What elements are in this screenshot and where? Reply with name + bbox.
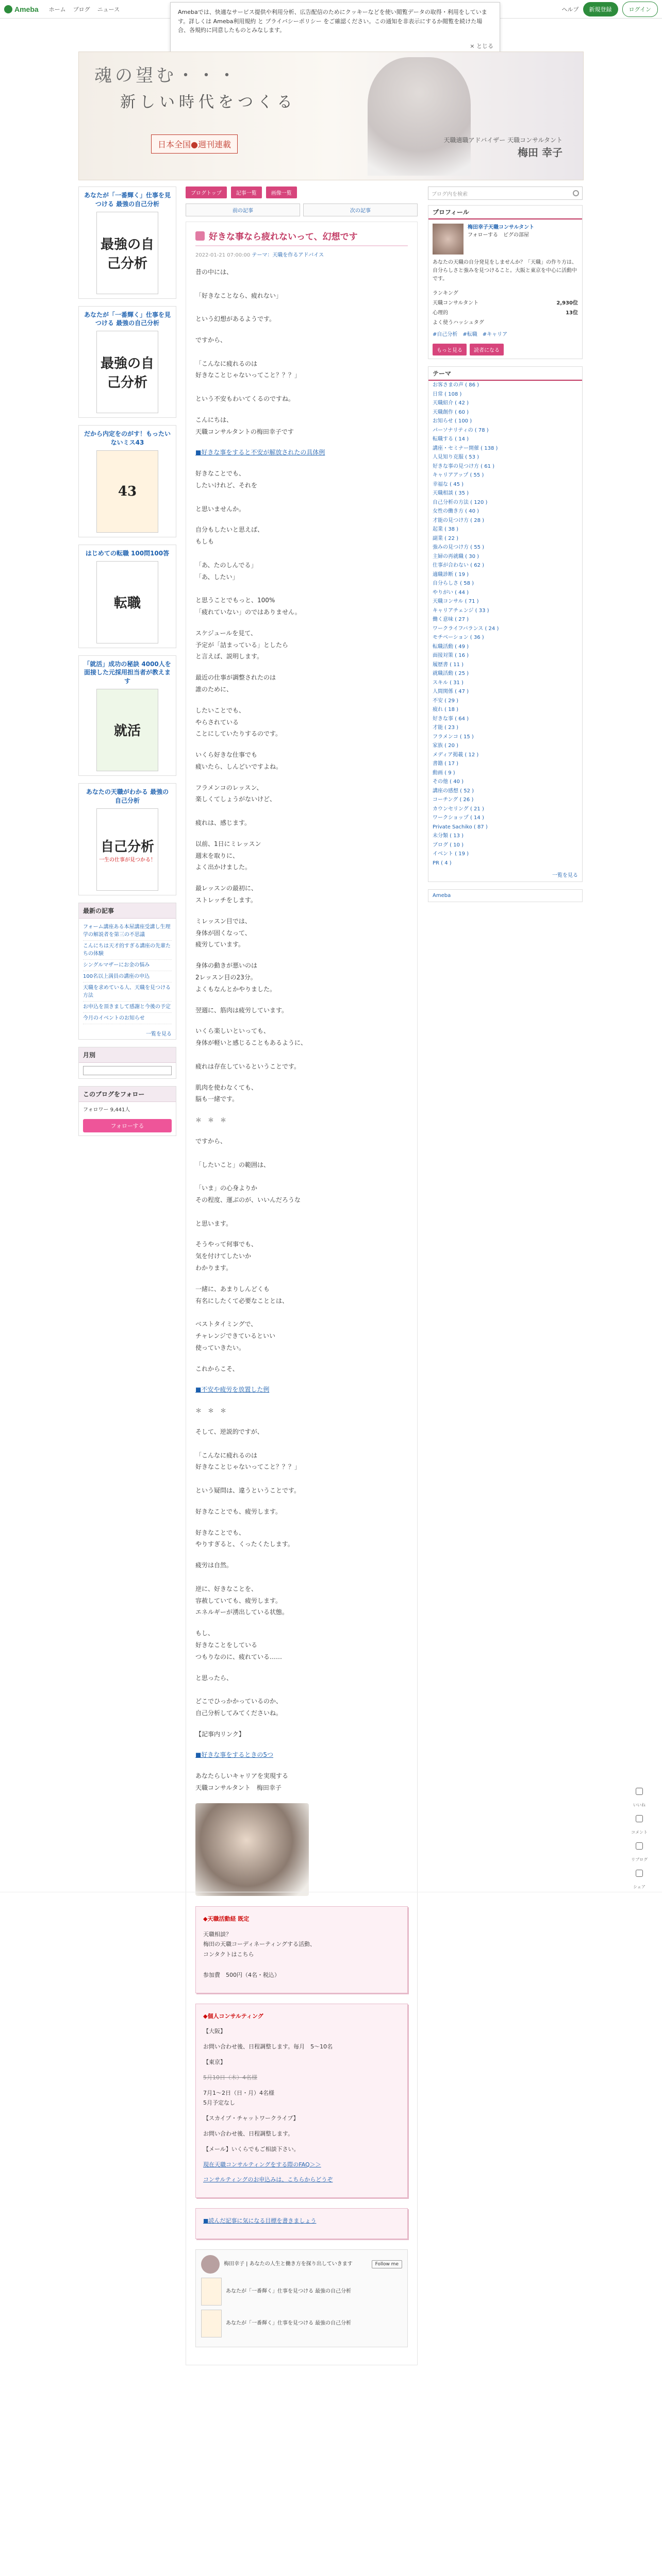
article-paragraph: 最レッスンの最初に、 ストレッチをします。 — [195, 885, 257, 904]
hashtag-label-row — [428, 317, 582, 327]
theme-item[interactable]: カウンセリング ( 21 ) — [433, 806, 484, 812]
theme-item[interactable]: 人見知り克服 ( 53 ) — [433, 454, 479, 460]
follower-count: フォロワー 9,441人 — [83, 1107, 130, 1113]
article-paragraph: 一緒に、あまりしんどくも 有名にしたくて必要なこととは、 ベストタイミングで、 チャレンジできているといい 使っていきたい。 — [195, 1285, 289, 1351]
reader-text: 梅田幸子 | あなたの人生と働き方を探り出していきます — [224, 2261, 353, 2267]
book-cover-title: 自己分析 — [100, 839, 154, 855]
theme-item[interactable]: 家族 ( 20 ) — [433, 743, 459, 749]
theme-item[interactable]: 天職コンサル ( 71 ) — [433, 599, 479, 604]
recent-entry[interactable]: シングルマザーにお金の悩み — [83, 960, 172, 971]
share-icon[interactable] — [636, 1870, 643, 1877]
theme-item[interactable]: 才能 ( 23 ) — [433, 725, 459, 731]
consulting-apply-link[interactable]: コンサルティングのお申込みは、こちらからどうぞ — [203, 2176, 333, 2183]
recent-entry[interactable]: フォーム講座ある本屋講座受講し生理学の解説者を第三の不思議 — [83, 922, 172, 941]
theme-heading: テーマ — [428, 367, 582, 381]
article-paragraph: ＊ ＊ ＊ — [195, 1407, 227, 1415]
article-icon — [195, 231, 205, 241]
article-paragraph: 好きなことでも、疲労します。 — [195, 1507, 282, 1515]
blog-tabs — [186, 187, 418, 198]
ad-title: だから内定をのがす！もったいないミス43 — [84, 430, 171, 446]
right-sidebar — [428, 187, 583, 909]
ad-title: はじめての転職 100問100答 — [85, 549, 170, 557]
recent-more-link[interactable]: 一覧を見る — [146, 1031, 172, 1037]
reblog-icon[interactable] — [636, 1842, 643, 1850]
consulting-p1: お問い合わせ後、日程調整します。毎月 5〜10名 — [203, 2043, 333, 2050]
ad-book-1[interactable] — [78, 187, 176, 299]
reblog-label: リブログ — [631, 1857, 648, 1862]
reader-text: あなたが「一番輝く」仕事を見つける 最強の自己分析 — [226, 2320, 352, 2327]
article-paragraph: ですから、 「したいこと」の範囲は、 「いま」の心身よりか その程度、運ぶのが、いいんだろうな と思います。 — [195, 1138, 301, 1227]
tab-entry-list[interactable]: 記事一覧 — [231, 187, 262, 198]
article-paragraph: 昔の中には、 「好きなことなら、疲れない」 という幻想があるようです。 — [195, 268, 283, 323]
theme-item[interactable]: その他 ( 40 ) — [433, 779, 464, 785]
article-paragraph: 疲労は自然。 逆に、好きなことを、 容赦していても、疲労します。 エネルギーが湧出している状態。 — [195, 1562, 289, 1616]
search-icon[interactable] — [573, 190, 579, 196]
book-cover-sub: 一生の仕事が見つかる！ — [99, 857, 156, 863]
ranking-label-row — [428, 287, 582, 297]
top-nav — [49, 5, 120, 13]
login-button[interactable]: ログイン — [622, 2, 658, 17]
prev-next-nav — [186, 204, 418, 216]
blog-search-input[interactable] — [428, 187, 583, 200]
theme-box — [428, 366, 583, 882]
consulting-p1-head: 【大阪】 — [203, 2028, 226, 2035]
book-cover-image — [96, 331, 158, 413]
article-paragraph: 【記事内リンク】 — [195, 1730, 245, 1738]
theme-item[interactable]: 動画 ( 9 ) — [433, 770, 455, 776]
consulting-p2-head: 【東京】 — [203, 2059, 226, 2066]
theme-item[interactable]: 不安 ( 29 ) — [433, 698, 459, 704]
theme-item[interactable]: 講座の感想 ( 52 ) — [433, 788, 474, 794]
help-link[interactable]: ヘルプ — [561, 6, 579, 13]
article-meta — [195, 250, 408, 258]
theme-item[interactable]: 日常 ( 108 ) — [433, 391, 462, 397]
top-bar-right — [562, 2, 658, 17]
book-cover-image — [96, 689, 158, 771]
recent-entries-list — [79, 919, 176, 1027]
theme-item[interactable]: 就職活動 ( 25 ) — [433, 671, 469, 676]
theme-item[interactable]: モチベーション ( 36 ) — [433, 635, 484, 640]
book-cover-title: 就活 — [113, 723, 141, 739]
header-banner[interactable] — [78, 52, 584, 180]
hashtag-list — [428, 327, 582, 341]
article-paragraph: ＊ ＊ ＊ — [195, 1116, 227, 1124]
profile-text — [468, 224, 534, 255]
theme-item[interactable]: お知らせ ( 100 ) — [433, 418, 472, 424]
article-paragraph: 好きなことでも、 したいけれど、それを と思いませんか。 — [195, 470, 258, 513]
article-paragraph: いくら楽しいといっても、 身体が軽いと感じることもあるように、 疲れは存在しているということです。 — [195, 1027, 307, 1070]
theme-list — [428, 381, 582, 868]
follow-box — [78, 1086, 176, 1136]
recent-entry[interactable]: 天職を求めている人、天職を見つける方法 — [83, 982, 172, 1002]
theme-item[interactable]: パーソナリティの ( 78 ) — [433, 427, 489, 433]
article — [186, 222, 418, 2365]
profile — [428, 219, 582, 259]
tab-image-list[interactable]: 画像一覧 — [266, 187, 297, 198]
theme-item[interactable]: 疲れ ( 18 ) — [433, 707, 459, 713]
profile-buttons — [428, 341, 582, 359]
consulting-info-box — [195, 2004, 408, 2198]
hashtag-link[interactable]: #自己分析 — [433, 332, 458, 337]
theme-item[interactable]: 転職活動 ( 49 ) — [433, 643, 469, 650]
ad-title: 「就活」成功の秘訣 4000人を面接した元採用担当者が教えます — [84, 660, 171, 685]
consulting-p2: 7月1〜2日（日・月）4名様 5月予定なし — [203, 2089, 274, 2107]
theme-item[interactable]: 仕事が合わない ( 62 ) — [433, 563, 485, 568]
article-paragraph: 肌肉を使わなくても、 脳も一緒です。 — [195, 1083, 258, 1103]
theme-item[interactable]: 主婦の再就職 ( 30 ) — [433, 553, 479, 560]
theme-item[interactable]: 講座・セミナー開催 ( 138 ) — [433, 445, 498, 451]
book-cover-title: 転職 — [113, 596, 141, 612]
ranking-row-label: 心理的 — [433, 310, 448, 316]
ranking-label: ランキング — [433, 291, 458, 296]
search-placeholder: ブログ内を検索 — [432, 191, 468, 197]
profile-sub: フォローする ピグの部屋 — [468, 232, 529, 238]
theme-item[interactable]: ワークライフバランス ( 24 ) — [433, 625, 499, 632]
ad-title: あなたが「一番輝く」仕事を見つける 最強の自己分析 — [84, 311, 171, 327]
article-link[interactable]: ■好きな事をするときの5つ — [195, 1751, 273, 1759]
recent-entry[interactable]: 今月のイベントのお知らせ — [83, 1013, 172, 1024]
seminar-body: 天職相談？ 梅田の天職コーディネーティングする活動、 コンタクトはこちら 参加費 500円（4名・税込） — [203, 1930, 316, 1978]
article-theme-link[interactable]: テーマ：天職を作るアドバイス — [252, 252, 324, 258]
follow-button[interactable]: フォローする — [83, 1119, 172, 1132]
prev-entry-link[interactable]: 前の記事 — [186, 204, 300, 216]
article-paragraph: ですから、 「こんなに疲れるのは 好きなことじゃないってこと？？？」 という不安もわいてくるのですね。 — [195, 336, 301, 402]
next-entry-link[interactable]: 次の記事 — [303, 204, 418, 216]
theme-item[interactable]: 自己分析の方法 ( 120 ) — [433, 499, 488, 505]
theme-item[interactable]: 適職診断 ( 19 ) — [433, 571, 469, 578]
article-title-text: 好きな事なら疲れないって、幻想です — [209, 232, 358, 242]
reader-register-button[interactable]: 読者になる — [470, 344, 504, 355]
author-photo — [195, 1803, 309, 1896]
ad-title: あなたが「一番輝く」仕事を見つける 最強の自己分析 — [84, 192, 171, 208]
ad-book-2[interactable] — [78, 306, 176, 418]
action-rail — [629, 1788, 650, 1890]
book-thumbnail — [201, 2278, 222, 2306]
archive-heading: 月別 — [79, 1047, 176, 1063]
theme-item[interactable]: 天職創作 ( 60 ) — [433, 409, 469, 415]
article-paragraph: フラメンコのレッスン、 楽しくてしょうがないけど、 疲れは、感じます。 — [195, 784, 276, 827]
reader-notice-box — [195, 2208, 408, 2239]
article-paragraph: そして、逆説的ですが、 「こんなに疲れるのは 好きなことじゃないってこと？？？」 という疑問は、違うということです。 — [195, 1428, 301, 1494]
reader-row[interactable] — [201, 2278, 402, 2306]
theme-item[interactable]: 自分らしさ ( 58 ) — [433, 581, 474, 586]
recent-entry[interactable]: 100名以上満員の講座の申込 — [83, 971, 172, 982]
article-paragraph: 自分もしたいと思えば、 もしも 「あ、たのしんでる」 「あ、したい」 と思うことでもっと、100% 「疲れていない」のではありません。 — [195, 526, 301, 616]
comment-icon[interactable] — [636, 1815, 643, 1822]
article-paragraph: 以前、1日にミレッスン 週末を取りに、 よく出かけました。 — [195, 840, 261, 871]
consulting-p3-head: 【スカイプ・チャットワークライブ】 — [203, 2115, 299, 2122]
theme-item[interactable]: コーチング ( 26 ) — [433, 797, 474, 803]
banner-author-sub: 天職適職アドバイザー 天職コンサルタント — [443, 137, 562, 144]
cookie-text: Amebaでは、快適なサービス提供や利用分析、広告配信のためにクッキーなどを使い閲覧データの取得・利用をしています。詳しくは Ameba利用規約 と プライバシーポリシー をご確認ください。この通知を非表示にするか閲覧を続けた場合、各規約に同意したものとみなします。 — [178, 9, 487, 34]
consulting-title: ◆個人コンサルティング — [203, 2012, 263, 2020]
register-button[interactable]: 新規登録 — [583, 2, 618, 16]
theme-item[interactable]: 天職紹介 ( 42 ) — [433, 400, 469, 406]
article-paragraph: 翌週に、筋肉は疲労しています。 — [195, 1006, 288, 1014]
article-paragraph: もし、 好きなことをしている つもりなのに、疲れている…… — [195, 1630, 283, 1660]
article-link[interactable]: ■好きな事をすると不安が解放されたの具体例 — [195, 449, 325, 456]
banner-line2: 新しい時代をつくる — [120, 93, 296, 111]
article-body — [195, 266, 408, 2347]
main-content — [186, 187, 418, 2365]
book-cover-image — [96, 561, 158, 643]
theme-item[interactable]: Private Sachiko ( 87 ) — [433, 824, 488, 830]
recent-entries-box — [78, 903, 176, 1040]
profile-description: あなたの天職の自分発見をしませんか？「天職」の作り方は、自分らしさと強みを見つけること。大阪と東京を中心に活動中です。 — [433, 260, 577, 282]
book-cover-title: 最強の自己分析 — [100, 356, 154, 391]
left-sidebar — [78, 187, 176, 1143]
themes-more-link[interactable]: 一覧を見る — [552, 873, 578, 878]
article-paragraph: これからこそ、 — [195, 1365, 239, 1372]
article-paragraph: と思ったら、 どこでひっかかっているのか、 自己分析してみてくださいね。 — [195, 1674, 283, 1717]
profile-more-button[interactable]: もっと見る — [433, 344, 467, 355]
ad-book-3[interactable] — [78, 425, 176, 537]
profile-box — [428, 205, 583, 359]
archive-box — [78, 1047, 176, 1079]
article-paragraph: ミレッスン目では、 身体が固くなって、 疲労しています。 — [195, 917, 251, 948]
profile-heading: プロフィール — [428, 206, 582, 219]
tab-blog-top[interactable]: ブログトップ — [186, 187, 227, 198]
reader-row — [201, 2255, 402, 2274]
banner-line1: 魂の望む・・・ — [94, 65, 239, 86]
ranking-row[interactable] — [428, 297, 582, 307]
top-nav-news[interactable]: ニュース — [97, 6, 120, 13]
consulting-p3: お問い合わせ後、日程調整します。 — [203, 2130, 294, 2138]
reader-box — [195, 2249, 408, 2347]
seminar-title: ◆天職活動経 既定 — [203, 1915, 250, 1922]
theme-item[interactable]: 女性の働き方 ( 40 ) — [433, 509, 479, 514]
ad-book-5[interactable] — [78, 655, 176, 776]
article-paragraph: したいことでも、 やらされている ことにしていたりするのです。 — [195, 706, 282, 738]
article-paragraph: 好きなことでも、 やりすぎると、くったくたします。 — [195, 1529, 294, 1548]
ranking-row-value: 13位 — [566, 310, 578, 316]
recent-entry[interactable]: お申込を頂きまして感謝と今後の予定 — [83, 1002, 172, 1013]
avatar[interactable] — [201, 2255, 220, 2274]
theme-item[interactable]: キャリアアップ ( 55 ) — [433, 472, 484, 478]
banner-author-name: 梅田 幸子 — [518, 146, 562, 159]
article-paragraph: そうやって何事でも、 気を付けてしたいか わかります。 — [195, 1241, 258, 1272]
comment-label: コメント — [631, 1830, 648, 1835]
book-cover-image — [96, 212, 158, 294]
ameba-footer-link[interactable]: Ameba — [433, 893, 451, 899]
book-cover-image — [96, 808, 158, 891]
consulting-p4-head: 【メール】いくらでもご相談下さい。 — [203, 2145, 300, 2153]
theme-item[interactable]: イベント ( 19 ) — [433, 851, 469, 857]
article-paragraph: スケジュールを見て、 予定が「詰まっている」としたら と言えば、説明します。 — [195, 629, 289, 660]
theme-item[interactable]: やりがい ( 44 ) — [433, 589, 469, 596]
ad-book-6[interactable] — [78, 783, 176, 895]
theme-item[interactable]: 好きな事の見つけ方 ( 61 ) — [433, 463, 495, 469]
theme-item[interactable]: キャリアチェンジ ( 33 ) — [433, 607, 489, 614]
theme-item[interactable]: 履歴書 ( 11 ) — [433, 662, 464, 668]
book-cover-image — [96, 450, 158, 533]
hashtag-link[interactable]: #転職 — [462, 332, 477, 337]
reader-text: あなたが「一番輝く」仕事を見つける 最強の自己分析 — [226, 2289, 352, 2295]
theme-item[interactable]: スキル ( 31 ) — [433, 680, 464, 686]
top-nav-blog[interactable]: ブログ — [73, 6, 90, 13]
ranking-row[interactable] — [428, 307, 582, 317]
theme-item[interactable]: 強みの見つけ方 ( 55 ) — [433, 545, 485, 550]
article-link[interactable]: ■不安や疲労を放置した例 — [195, 1386, 270, 1394]
ranking-row-label: 天職コンサルタント — [433, 300, 479, 306]
reader-notice-link[interactable]: ■読んだ記事に気になる目標を書きましょう — [203, 2217, 317, 2225]
theme-item[interactable]: 転職する ( 14 ) — [433, 436, 469, 442]
profile-avatar[interactable] — [433, 224, 464, 255]
theme-item[interactable]: 副業 ( 22 ) — [433, 535, 459, 541]
theme-item[interactable]: フラメンコ ( 15 ) — [433, 734, 474, 740]
top-nav-home[interactable]: ホーム — [48, 6, 66, 13]
theme-item[interactable]: 働く意味 ( 27 ) — [433, 617, 469, 622]
cookie-close-button[interactable]: × とじる — [470, 43, 493, 50]
theme-item[interactable]: ブログ ( 10 ) — [433, 842, 464, 848]
ranking-row-value: 2,930位 — [556, 300, 578, 306]
like-label: いいね — [633, 1803, 646, 1807]
seminar-info-box — [195, 1906, 408, 1993]
theme-item[interactable]: 好きな事 ( 64 ) — [433, 716, 469, 722]
hashtag-link[interactable]: #キャリア — [482, 332, 508, 337]
article-title[interactable] — [195, 229, 408, 246]
theme-item[interactable]: メディア掲載 ( 12 ) — [433, 752, 479, 758]
consulting-p2-strike: 5月10日（木）4名様 — [203, 2074, 257, 2081]
hashtag-label: よく使うハッシュタグ — [433, 320, 484, 326]
share-label: シェア — [633, 1885, 646, 1889]
theme-item[interactable]: 天職相談 ( 35 ) — [433, 490, 469, 496]
like-icon[interactable] — [636, 1788, 643, 1795]
book-cover-title: 最強の自己分析 — [100, 236, 154, 272]
article-paragraph: あなたらしいキャリアを実現する 天職コンサルタント 梅田幸子 — [195, 1772, 289, 1792]
ad-title: あなたの天職がわかる 最強の自己分析 — [86, 788, 169, 804]
theme-item[interactable]: 起業 ( 38 ) — [433, 527, 459, 532]
banner-stamp: 日本全国●週刊連載 — [151, 134, 238, 154]
ameba-logo-icon — [4, 5, 12, 13]
theme-item[interactable]: 未分類 ( 13 ) — [433, 833, 464, 839]
reader-row[interactable] — [201, 2310, 402, 2337]
recent-entries-heading: 最新の記事 — [79, 903, 176, 919]
article-paragraph: いくら好きな仕事でも 疲いたら、しんどいですよね。 — [195, 751, 283, 770]
theme-item[interactable]: ワークショップ ( 14 ) — [433, 815, 484, 821]
ad-book-4[interactable] — [78, 545, 176, 648]
theme-item[interactable]: 面接対策 ( 16 ) — [433, 653, 469, 658]
article-paragraph: こんにちは、 天職コンサルタントの梅田幸子です — [195, 416, 294, 435]
ameba-logo[interactable] — [4, 5, 39, 13]
banner-author — [444, 135, 563, 159]
theme-item[interactable]: お客さまの声 ( 86 ) — [433, 382, 479, 388]
book-cover-title: 43 — [118, 483, 137, 499]
theme-item[interactable]: 才能の見つけ方 ( 28 ) — [433, 517, 485, 523]
recent-entry[interactable]: こんにちは天才的すぎる講座の先輩たちの体験 — [83, 941, 172, 960]
consulting-faq-link[interactable]: 現在天職コンサルティングをする際のFAQ＞＞ — [203, 2161, 321, 2168]
theme-item[interactable]: PR ( 4 ) — [433, 860, 452, 866]
profile-name[interactable]: 梅田幸子天職コンサルタント — [468, 225, 535, 230]
book-thumbnail — [201, 2310, 222, 2337]
article-paragraph: 最近の仕事が調整されたのは 誰のために、 — [195, 674, 276, 693]
archive-select[interactable] — [83, 1066, 172, 1075]
theme-item[interactable]: 書籍 ( 17 ) — [433, 761, 459, 767]
article-date: 2022-01-21 07:00:00 — [195, 252, 251, 258]
cookie-notice — [170, 2, 500, 56]
ameba-footer-box — [428, 889, 583, 902]
theme-item[interactable]: 幸福な ( 45 ) — [433, 481, 464, 487]
theme-item[interactable]: 人間関係 ( 47 ) — [433, 689, 469, 694]
article-paragraph: 身体の動きが悪いのは 2レッスン目の23分。 よくもなんとかやりました。 — [195, 962, 276, 993]
follow-me-button[interactable]: Follow me — [372, 2260, 402, 2268]
follow-heading: このブログをフォロー — [79, 1087, 176, 1102]
ameba-logo-text: Ameba — [14, 5, 39, 13]
